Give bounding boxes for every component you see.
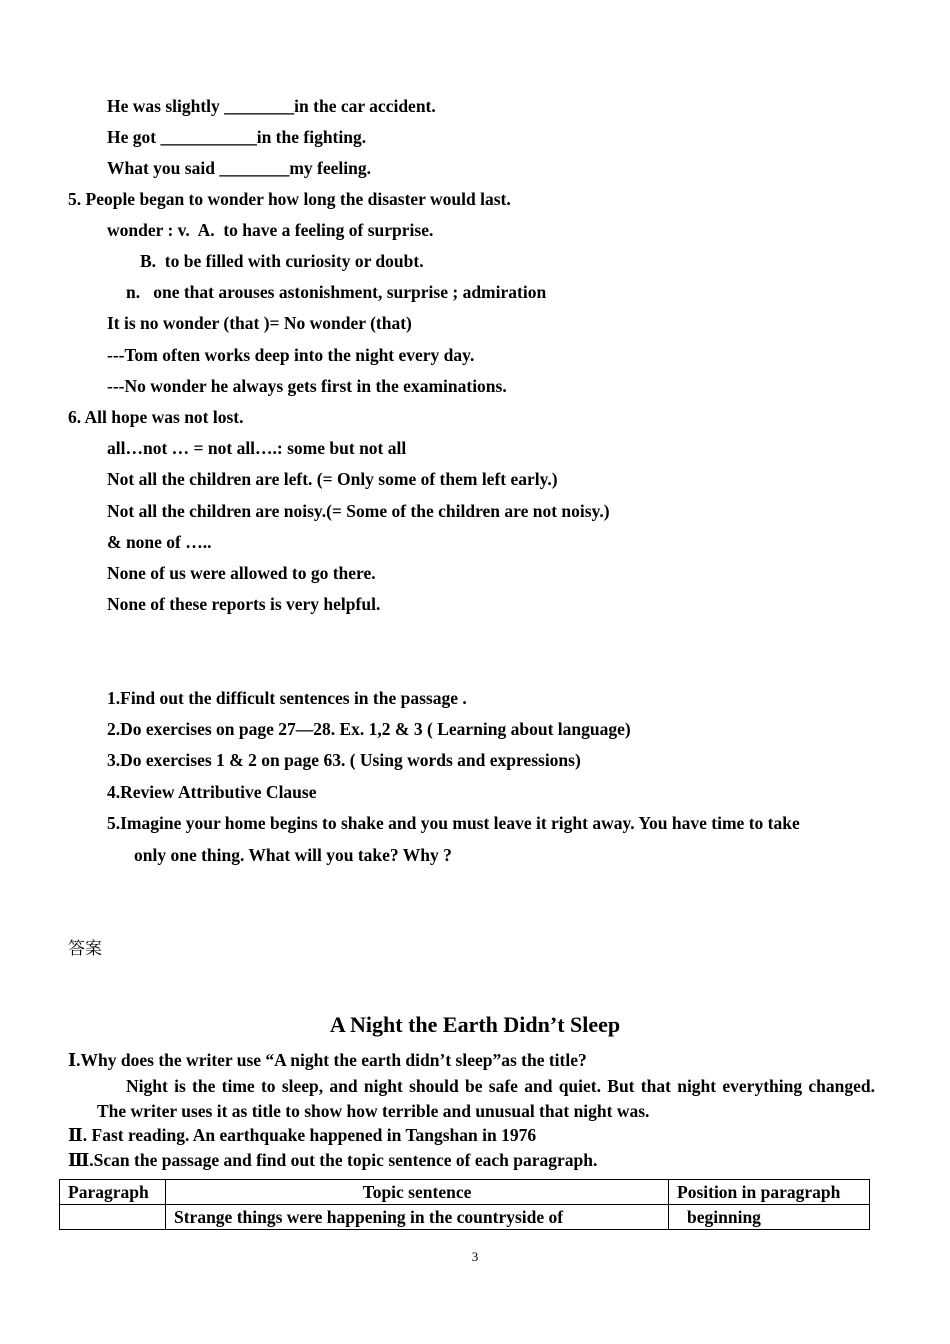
line-16: None of us were allowed to go there.: [107, 563, 376, 583]
table-cell: Strange things were happening in the countryside of: [166, 1205, 669, 1230]
page-title: A Night the Earth Didn’t Sleep: [329, 1012, 621, 1037]
homework-2: 2.Do exercises on page 27—28. Ex. 1,2 & 3 ( Learning about language): [107, 719, 631, 739]
table-header: Paragraph: [60, 1180, 166, 1205]
topic-table: [59, 1179, 870, 1230]
line-12: all…not … = not all….: some but not all: [107, 438, 407, 458]
section-1-heading: Ⅰ.Why does the writer use “A night the earth didn’t sleep”as the title?: [68, 1050, 587, 1070]
section-1-paragraph: Night is the time to sleep, and night should be safe and quiet. But that night everything changed. The writer uses it as title to show how terrible and unusual that night was.: [97, 1076, 875, 1121]
homework-1: 1.Find out the difficult sentences in the passage .: [107, 688, 467, 708]
line-10: ---No wonder he always gets first in the examinations.: [107, 376, 507, 396]
page-number: 3: [471, 1249, 479, 1264]
line-5: wonder : v. A. to have a feeling of surprise.: [107, 220, 434, 240]
section-2-heading: Ⅱ. Fast reading. An earthquake happened in Tangshan in 1976: [68, 1125, 537, 1145]
homework-3: 3.Do exercises 1 & 2 on page 63. ( Using words and expressions): [107, 750, 581, 770]
section-3-heading: Ⅲ.Scan the passage and find out the topic sentence of each paragraph.: [68, 1150, 598, 1170]
line-17: None of these reports is very helpful.: [107, 594, 381, 614]
homework-4: 4.Review Attributive Clause: [107, 782, 317, 802]
line-9: ---Tom often works deep into the night every day.: [107, 345, 475, 365]
line-6: B. to be filled with curiosity or doubt.: [140, 251, 424, 271]
homework-5: 5.Imagine your home begins to shake and you must leave it right away. You have time to take: [107, 813, 800, 833]
table-row: [60, 1205, 870, 1230]
line-14: Not all the children are noisy.(= Some of the children are not noisy.): [107, 501, 610, 521]
line-15: & none of …..: [107, 532, 212, 552]
table-header-row: [60, 1180, 870, 1205]
answer-label: 答案: [68, 939, 102, 959]
line-7: n. one that arouses astonishment, surprise ; admiration: [126, 282, 547, 302]
item-6-heading: 6. All hope was not lost.: [68, 407, 244, 427]
line-13: Not all the children are left. (= Only some of them left early.): [107, 469, 558, 489]
line-8: It is no wonder (that )= No wonder (that): [107, 313, 412, 333]
line-1: He was slightly ________in the car accident.: [107, 96, 436, 116]
table-header: Position in paragraph: [669, 1180, 870, 1205]
line-3: What you said ________my feeling.: [107, 158, 371, 178]
table-cell: [60, 1205, 166, 1230]
table-cell: beginning: [669, 1205, 870, 1230]
item-5-heading: 5. People began to wonder how long the disaster would last.: [68, 189, 511, 209]
table-header: Topic sentence: [166, 1180, 669, 1205]
line-2: He got ___________in the fighting.: [107, 127, 367, 147]
homework-5-cont: only one thing. What will you take? Why ?: [134, 845, 452, 865]
